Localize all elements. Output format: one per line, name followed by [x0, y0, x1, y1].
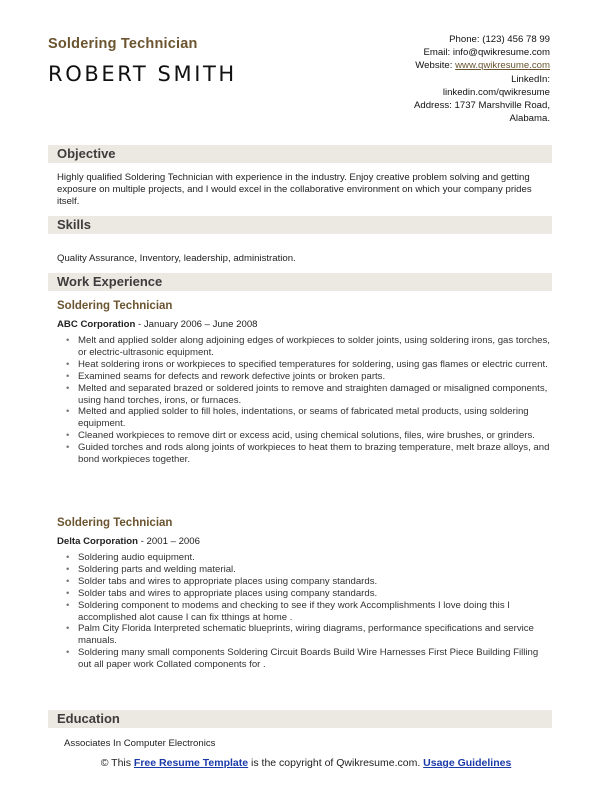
skills-section-bar — [48, 216, 552, 234]
job-dates: - January 2006 – June 2008 — [135, 319, 258, 330]
job-company: ABC Corporation — [57, 319, 136, 330]
education-text: Associates In Computer Electronics — [64, 738, 216, 749]
contact-address-line2: Alabama. — [509, 113, 550, 125]
email-value: info@qwikresume.com — [452, 47, 550, 59]
list-item: • Guided torches and rods along joints of workpieces to heat them to brazing temperature, melt braze alloys, and bond workpieces together. — [66, 442, 552, 466]
job-dates: - 2001 – 2006 — [138, 536, 200, 547]
job-bullets — [66, 335, 552, 466]
list-item: • Melted and applied solder to fill holes, indentations, or seams of fabricated metal products, using soldering equipment. — [66, 406, 552, 430]
contact-address — [414, 99, 550, 112]
job-title: Soldering Technician — [57, 300, 173, 312]
phone-value: (123) 456 78 99 — [482, 34, 550, 45]
work-heading: Work Experience — [57, 274, 163, 289]
website-label: Website: — [415, 60, 453, 72]
list-item: • Examined seams for defects and rework defective joints or broken parts. — [66, 371, 552, 383]
education-heading: Education — [57, 711, 120, 726]
skills-heading: Skills — [57, 217, 91, 232]
contact-linkedin-value: linkedin.com/qwikresume — [442, 86, 550, 98]
footer-prefix: © This — [100, 757, 134, 769]
list-item: • Solder tabs and wires to appropriate places using company standards. — [66, 588, 552, 600]
usage-guidelines-link[interactable]: Usage Guidelines — [423, 757, 512, 769]
job-bullets — [66, 552, 552, 671]
objective-heading: Objective — [57, 146, 116, 161]
job-company-line — [57, 536, 200, 547]
list-item: • Melted and separated brazed or soldered joints to remove and straighten damaged or misaligned components, using hand torches, irons, or furnaces. — [66, 383, 552, 407]
header-job-title: Soldering Technician — [48, 36, 198, 52]
list-item: • Heat soldering irons or workpieces to specified temperatures for soldering, using gas flames or electric current. — [66, 359, 552, 371]
skills-text: Quality Assurance, Inventory, leadership, administration. — [57, 253, 296, 264]
list-item: • Soldering component to modems and checking to see if they work Accomplishments I love doing this I accomplished alot cause I can fix tthings at home . — [66, 600, 552, 624]
list-item: • Solder tabs and wires to appropriate places using company standards. — [66, 576, 552, 588]
education-section-bar — [48, 710, 552, 728]
contact-block — [414, 33, 550, 125]
list-item: • Melt and applied solder along adjoining edges of workpieces to solder joints, using soldering irons, gas torches, or electric-ultrasonic equipment. — [66, 335, 552, 359]
footer-copyright — [0, 757, 612, 770]
list-item: • Soldering audio equipment. — [66, 552, 552, 564]
address-label: Address: — [413, 100, 452, 112]
phone-label: Phone: — [449, 34, 480, 45]
header — [48, 36, 237, 86]
list-item: • Soldering parts and welding material. — [66, 564, 552, 576]
free-resume-template-link[interactable]: Free Resume Template — [133, 757, 249, 769]
list-item: • Cleaned workpieces to remove dirt or excess acid, using chemical solutions, files, wire brushes, or grinders. — [66, 430, 552, 442]
address-line1: 1737 Marshville Road, — [454, 100, 550, 112]
website-link[interactable]: www.qwikresume.com — [455, 60, 550, 72]
contact-linkedin-label: LinkedIn: — [511, 73, 550, 85]
objective-text: Highly qualified Soldering Technician with experience in the industry. Enjoy creative problem solving and getting exposure on multiple projects, and I would excel in the collaborative environment on which your company prides itself. — [57, 172, 532, 207]
objective-section-bar — [48, 145, 552, 163]
candidate-name: ROBERT SMITH — [48, 62, 237, 86]
list-item: • Soldering many small components Soldering Circuit Boards Build Wire Harnesses First Piece Building Filling out all paper work Collated components for . — [66, 647, 552, 671]
footer-middle: is the copyright of Qwikresume.com. — [248, 757, 424, 769]
job-company-line — [57, 319, 258, 330]
contact-website — [414, 59, 550, 72]
list-item: • Palm City Florida Interpreted schematic blueprints, wiring diagrams, performance specifications and service manuals. — [66, 623, 552, 647]
job-company: Delta Corporation — [57, 536, 139, 547]
contact-phone — [414, 33, 550, 46]
email-label: Email: — [423, 47, 451, 59]
contact-email — [414, 46, 550, 59]
job-title: Soldering Technician — [57, 517, 173, 529]
